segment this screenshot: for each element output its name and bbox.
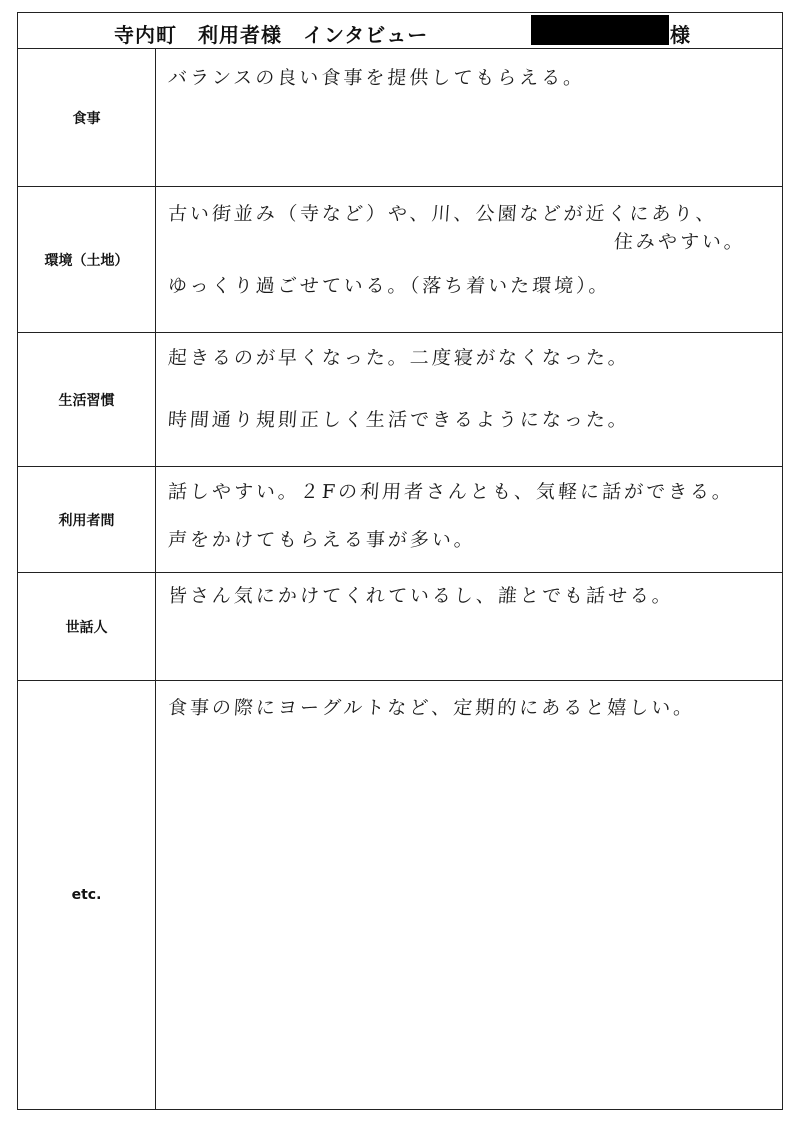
page-title: 寺内町 利用者様 インタビュー — [114, 23, 429, 47]
row-etc — [18, 681, 782, 1109]
handwritten-line: 古い街並み（寺など）や、川、公園などが近くにあり、 — [167, 203, 719, 225]
row-meals — [18, 49, 782, 187]
handwritten-line: 起きるのが早くなった。二度寝がなくなった。 — [167, 347, 631, 369]
handwritten-line: ゆっくり過ごせている。（落ち着いた環境）。 — [167, 275, 612, 297]
row-label: 世話人 — [18, 573, 156, 680]
handwritten-line: 話しやすい。２Fの利用者さんとも、気軽に話ができる。 — [167, 481, 735, 503]
row-label: 環境（土地） — [18, 187, 156, 332]
handwritten-line: 時間通り規則正しく生活できるようになった。 — [167, 409, 631, 431]
row-between-residents — [18, 467, 782, 573]
row-label: 食事 — [18, 49, 156, 186]
interview-sheet — [17, 12, 783, 1110]
handwritten-line: 皆さん気にかけてくれているし、誰とでも話せる。 — [167, 585, 675, 607]
handwritten-line: バランスの良い食事を提供してもらえる。 — [167, 67, 587, 89]
row-caretaker — [18, 573, 782, 681]
redacted-name-block — [531, 15, 669, 45]
handwritten-line: 声をかけてもらえる事が多い。 — [167, 529, 477, 551]
handwritten-line: 食事の際にヨーグルトなど、定期的にあると嬉しい。 — [167, 697, 697, 719]
handwritten-line: 住みやすい。 — [613, 231, 747, 253]
row-label: 生活習慣 — [18, 333, 156, 466]
row-lifestyle — [18, 333, 782, 467]
row-label: 利用者間 — [18, 467, 156, 572]
honorific-suffix: 様 — [670, 23, 690, 47]
row-label: etc. — [18, 681, 156, 1109]
sheet-header — [18, 13, 782, 49]
row-environment — [18, 187, 782, 333]
